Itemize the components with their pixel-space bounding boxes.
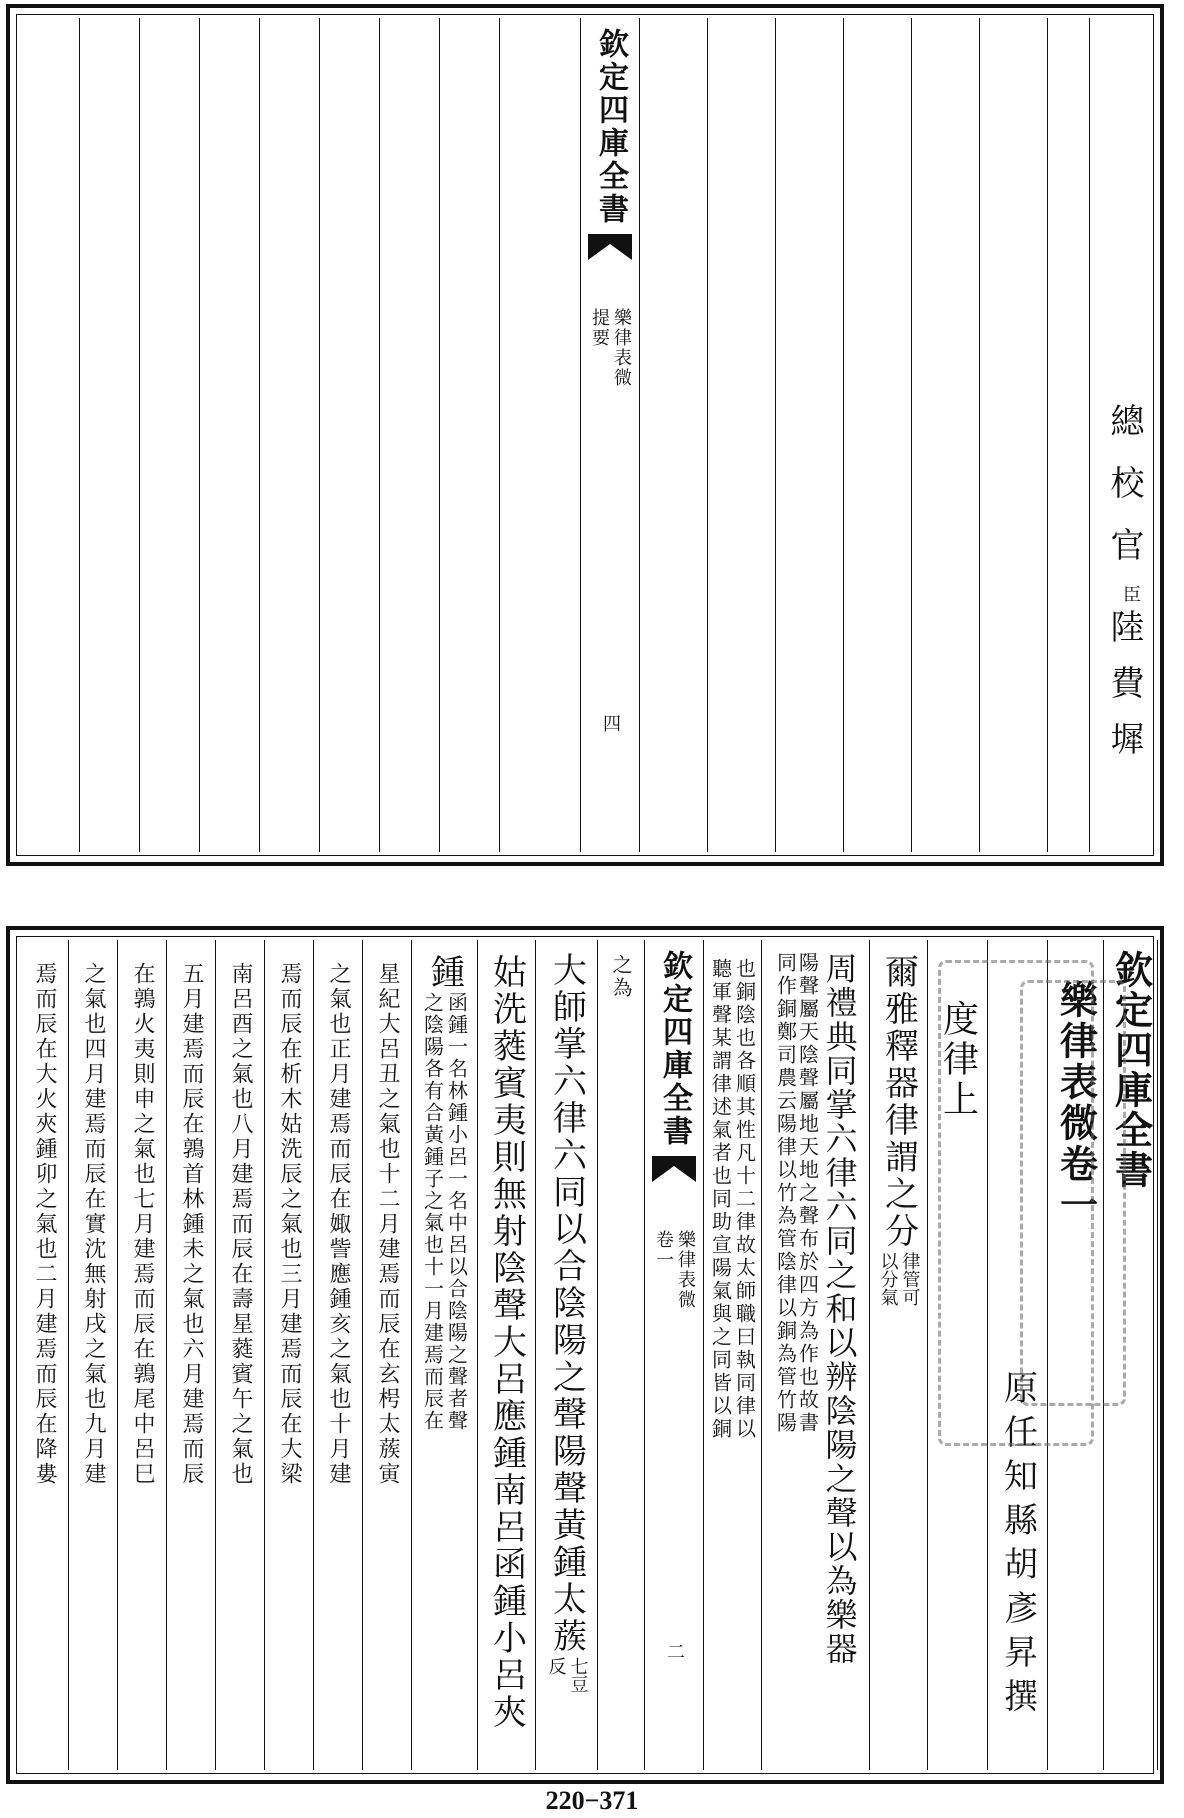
blank-column bbox=[380, 18, 440, 852]
dashi-main: 大師掌六律六同以合陰陽之聲陽聲黃鍾太蔟 bbox=[546, 952, 587, 1655]
zhouli-main: 周禮典同掌六律六同之和以辨陰陽之聲以為樂器 bbox=[820, 952, 859, 1666]
commentary-line: 在鶉火夷則申之氣也七月建焉而辰在鶉尾中呂巳 bbox=[130, 962, 155, 1487]
commentary-line: 南呂酉之氣也八月建焉而辰在壽星蕤賓午之氣也 bbox=[228, 962, 253, 1487]
center-section: 提要 bbox=[589, 308, 610, 348]
blank-column bbox=[708, 18, 776, 852]
blank-column bbox=[980, 18, 1048, 852]
credit-rank: 臣 bbox=[1120, 585, 1141, 603]
dashi-column bbox=[536, 940, 598, 1770]
fishtail-icon bbox=[586, 232, 634, 262]
blank-column bbox=[440, 18, 500, 852]
commentary-column bbox=[69, 940, 118, 1770]
blank-column bbox=[640, 18, 708, 852]
commentary-column bbox=[167, 940, 216, 1770]
center-strip bbox=[644, 940, 704, 1770]
commentary-column bbox=[314, 940, 363, 1770]
erya-column bbox=[870, 940, 928, 1770]
credit-role: 總校官 bbox=[1104, 403, 1144, 589]
center-strip bbox=[580, 18, 640, 852]
blank-column bbox=[1048, 18, 1090, 852]
blank-column bbox=[80, 18, 140, 852]
comment-column bbox=[704, 940, 762, 1770]
zhong-main: 鍾 bbox=[424, 954, 465, 988]
weizhi-text: 之為 bbox=[609, 954, 633, 1000]
fishtail-icon bbox=[650, 1154, 698, 1184]
blank-column bbox=[912, 18, 980, 852]
commentary-column bbox=[118, 940, 167, 1770]
bottom-page bbox=[6, 926, 1164, 1784]
zhouli-column bbox=[762, 940, 870, 1770]
blank-column bbox=[844, 18, 912, 852]
comment-line: 也銅陰也各順其性凡十二律故太師職曰執同律以 bbox=[732, 958, 757, 1441]
erya-note: 律管可 bbox=[899, 1252, 921, 1306]
yinsheng-column bbox=[478, 940, 536, 1770]
erya-main: 爾雅釋器律謂之分 bbox=[878, 954, 919, 1250]
zhong-note-line: 之陰陽各有合黃鍾子之氣也十一月建焉而辰在 bbox=[420, 992, 445, 1432]
book-title: 樂律表微卷一 bbox=[1053, 980, 1099, 1226]
seal-stamp bbox=[1020, 980, 1126, 1406]
blank-column bbox=[260, 18, 320, 852]
blank-column bbox=[320, 18, 380, 852]
center-juan: 卷一 bbox=[653, 1230, 674, 1270]
author-label: 原任知縣胡彥昇撰 bbox=[997, 1370, 1038, 1722]
credit-name: 陸費墀 bbox=[1104, 609, 1144, 777]
blank-column bbox=[20, 18, 80, 852]
weizhi-column bbox=[598, 940, 644, 1770]
dashi-note: 七豆 bbox=[567, 1657, 589, 1693]
blank-column bbox=[140, 18, 200, 852]
commentary-line: 五月建焉而辰在鶉首林鍾未之氣也六月建焉而辰 bbox=[179, 962, 204, 1487]
center-book: 樂律表微 bbox=[611, 308, 632, 388]
bottom-page-grid bbox=[20, 940, 1154, 1770]
center-book: 樂律表微 bbox=[675, 1230, 696, 1310]
zhouli-note-line: 陽聲屬天陰聲屬地天地之聲布於四方為作也故書 bbox=[795, 952, 820, 1435]
commentary-column bbox=[20, 940, 69, 1770]
center-book-block bbox=[654, 1230, 694, 1310]
commentary-line: 星紀大呂丑之氣也十二月建焉而辰在玄枵太蔟寅 bbox=[375, 962, 400, 1487]
erya-note: 以分氣 bbox=[877, 1252, 899, 1306]
blank-column bbox=[776, 18, 844, 852]
credit-column bbox=[1090, 18, 1158, 852]
center-title: 欽定四庫全書 bbox=[593, 28, 628, 226]
dashi-note: 反 bbox=[545, 1657, 567, 1675]
center-title: 欽定四庫全書 bbox=[657, 950, 692, 1148]
commentary-line: 焉而辰在大火夾鍾卯之氣也二月建焉而辰在降婁 bbox=[32, 962, 57, 1487]
top-page-grid bbox=[20, 18, 1150, 852]
center-book-block bbox=[590, 308, 630, 388]
top-page bbox=[6, 4, 1164, 866]
header-title: 欽定四庫全書 bbox=[1108, 950, 1154, 1190]
comment-line: 聽軍聲某謂律述氣者也同助宣陽氣與之同皆以銅 bbox=[708, 958, 733, 1441]
zhong-column bbox=[412, 940, 478, 1770]
commentary-column bbox=[216, 940, 265, 1770]
blank-column bbox=[200, 18, 260, 852]
center-page-number: 二 bbox=[664, 1642, 685, 1660]
zhouli-note-line: 同作銅鄭司農云陽律以竹為管陰律以銅為管竹陽 bbox=[773, 952, 798, 1435]
commentary-column bbox=[363, 940, 412, 1770]
commentary-line: 之氣也四月建焉而辰在實沈無射戌之氣也九月建 bbox=[81, 962, 106, 1487]
center-page-number: 四 bbox=[600, 714, 621, 732]
blank-column bbox=[500, 18, 580, 852]
chapter-title: 度律上 bbox=[937, 1000, 979, 1120]
zhong-note-line: 函鍾一名林鍾小呂一名中呂以合陰陽之聲者聲 bbox=[444, 992, 469, 1432]
commentary-column bbox=[265, 940, 314, 1770]
commentary-line: 焉而辰在析木姑洗辰之氣也三月建焉而辰在大梁 bbox=[277, 962, 302, 1487]
yinsheng-text: 姑洗蕤賓夷則無射陰聲大呂應鍾南呂函鍾小呂夾 bbox=[486, 954, 527, 1731]
page-footer: 220−371 bbox=[545, 1786, 639, 1815]
commentary-line: 之氣也正月建焉而辰在娵訾應鍾亥之氣也十月建 bbox=[326, 962, 351, 1487]
